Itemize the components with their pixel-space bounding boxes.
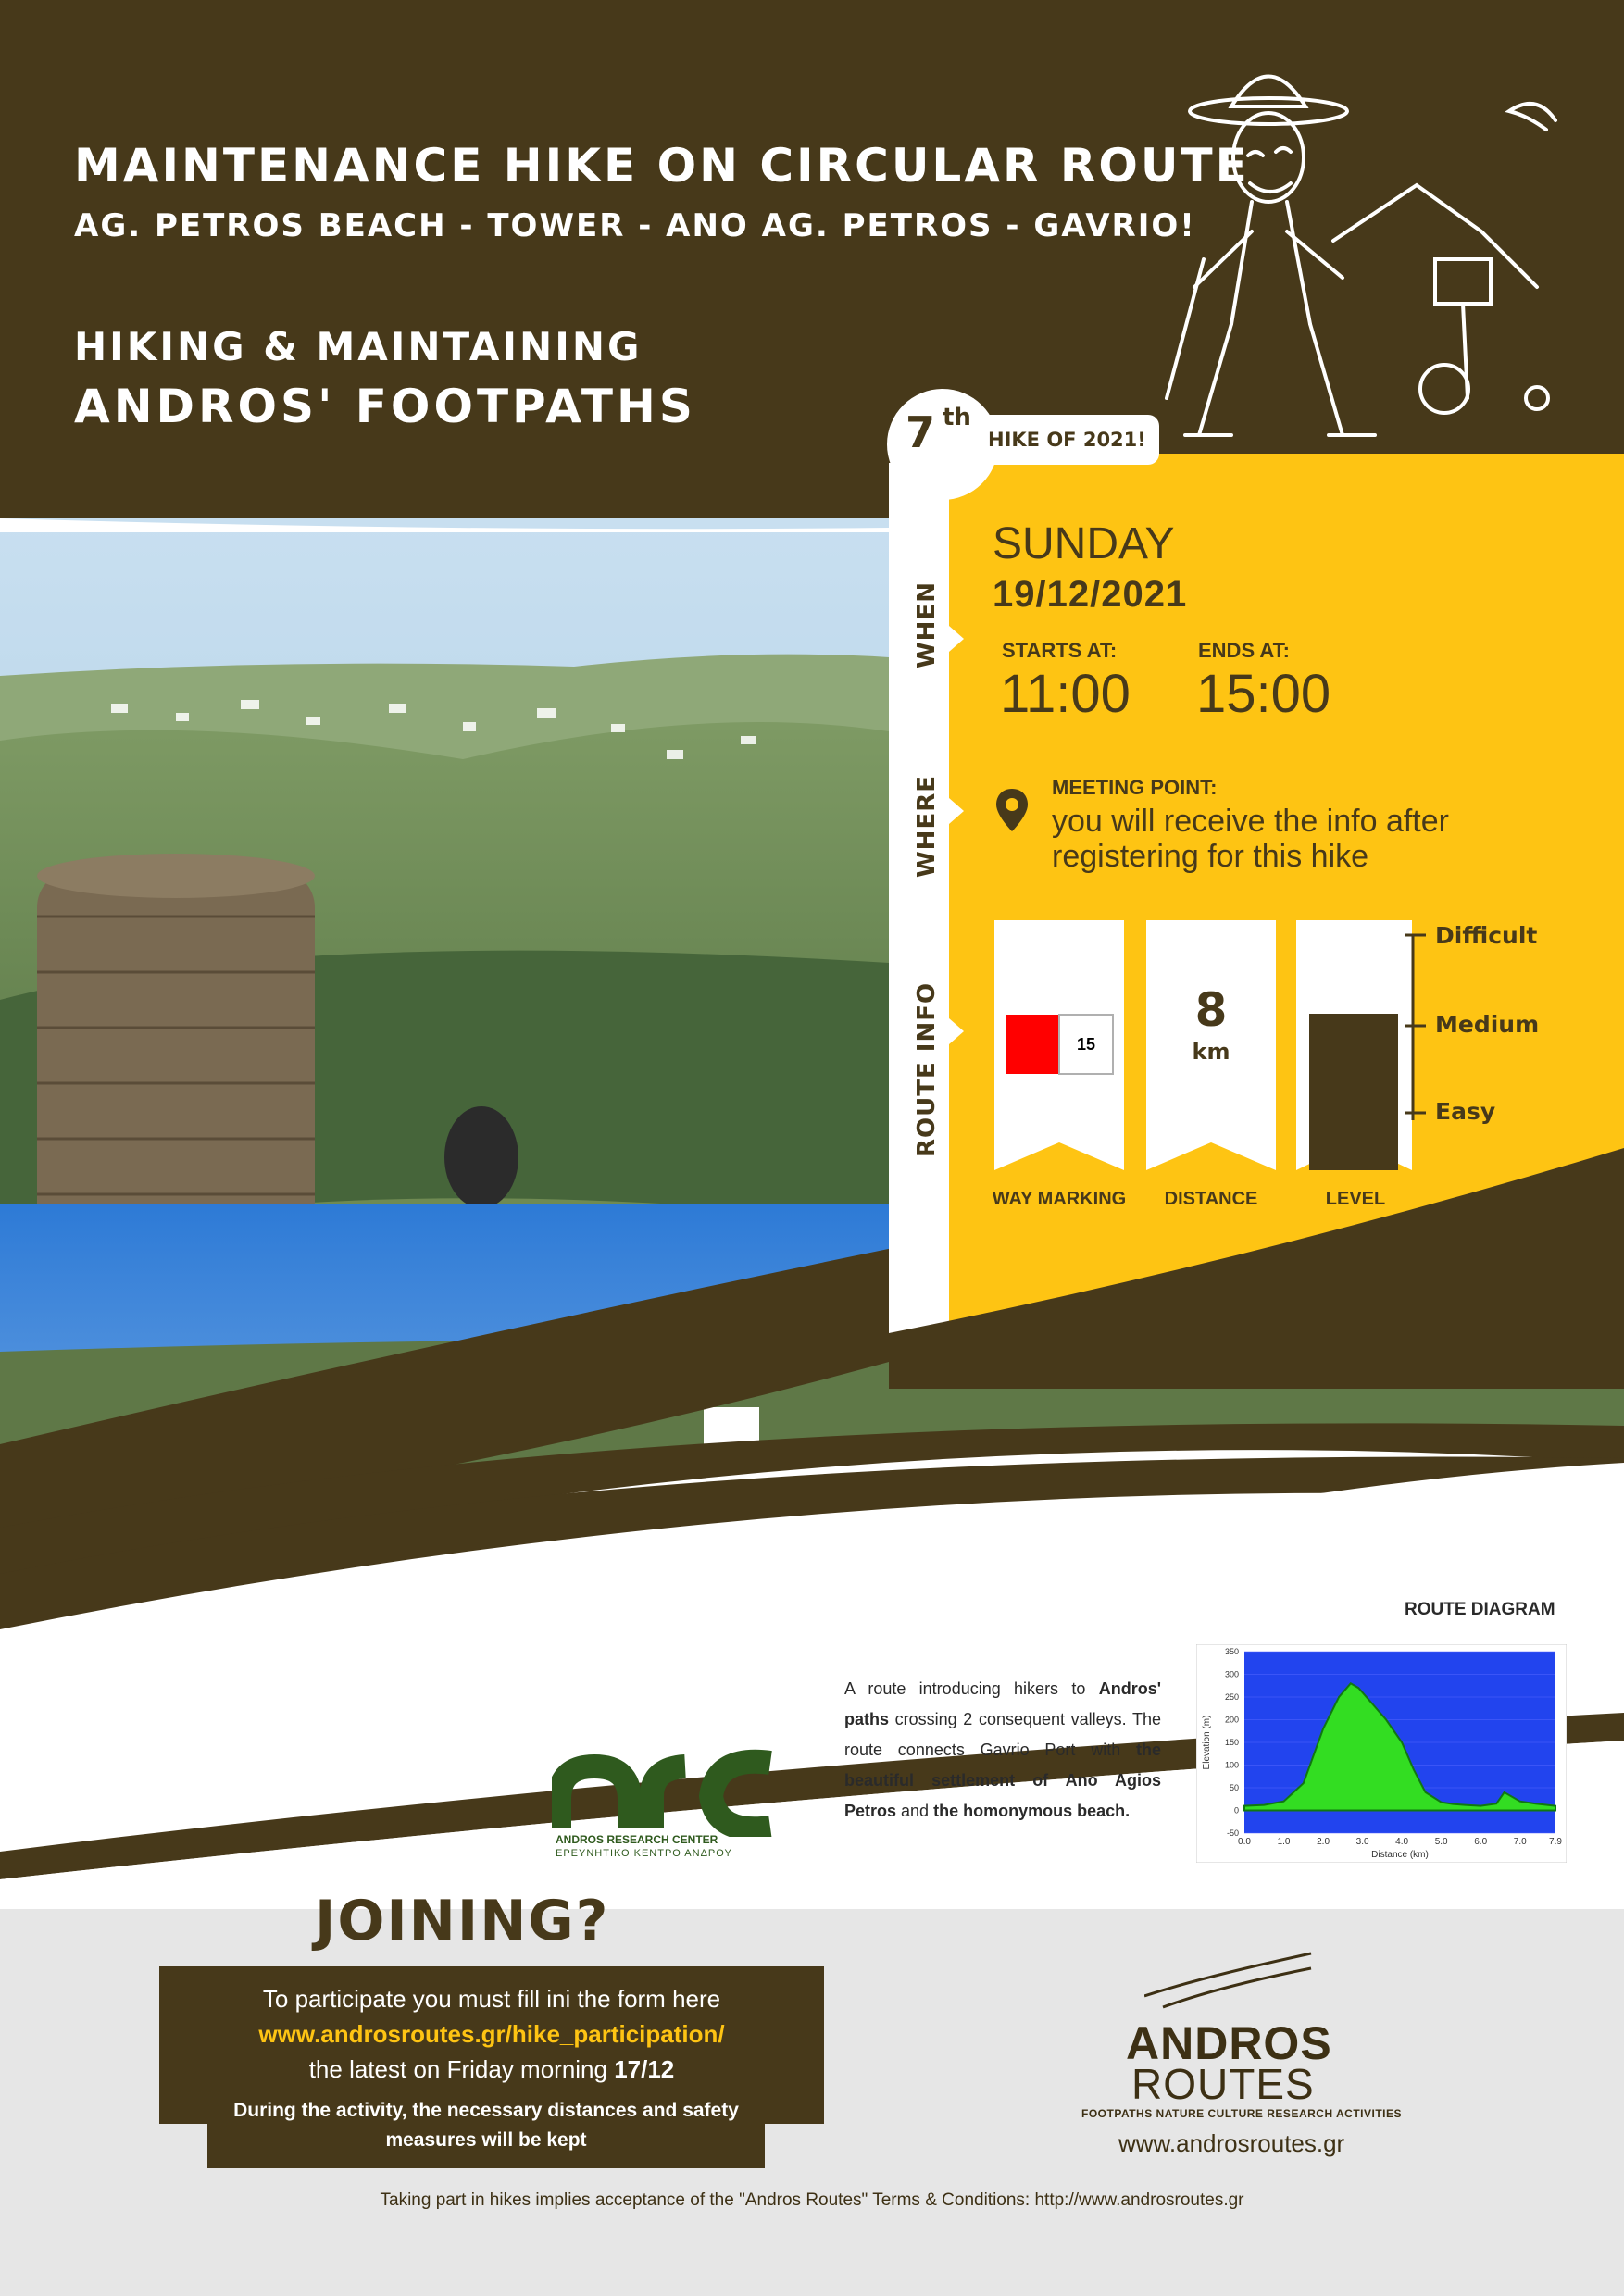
x-tick-label: 6.0 [1474,1837,1488,1847]
arc-name-greek: ΕΡΕΥΝΗΤΙΚΟ ΚΕΝΤΡΟ ΑΝΔΡΟΥ [556,1848,732,1859]
route-description: A route introducing hikers to Andros' paths crossing 2 consequent valleys. The route connects Gavrio Port with the beautiful settlement of Ano Agios Petros and the homonymous beach. [844,1679,1161,1820]
level-bar [1309,1014,1398,1170]
y-tick-label: 300 [1224,1669,1239,1679]
when-notch [949,626,964,652]
level-caption: LEVEL [1325,1189,1386,1209]
poster-subtitle: AG. PETROS BEACH - TOWER - ANO AG. PETROS - GAVRIO! [74,207,1196,244]
x-tick-label: 4.0 [1395,1837,1409,1847]
tagline-line1: HIKING & MAINTAINING [74,324,643,369]
route-info-label: ROUTE INFO [913,981,941,1157]
way-marking-caption: WAY MARKING [992,1189,1127,1209]
safety-note: During the activity, the necessary distances and safety measures will be kept [233,2100,739,2151]
x-tick-label: 7.9 [1549,1837,1562,1847]
x-tick-label: 5.0 [1434,1837,1448,1847]
where-label: WHERE [913,775,941,878]
elevation-chart [1196,1644,1567,1863]
x-tick-label: 0.0 [1238,1837,1251,1847]
tagline-line2: ANDROS' FOOTPATHS [74,380,696,433]
badge-label: HIKE OF 2021! [977,415,1159,465]
y-tick-label: 0 [1233,1805,1239,1816]
y-tick-label: 350 [1224,1647,1239,1656]
when-label: WHEN [913,581,941,668]
distance-caption: DISTANCE [1164,1189,1258,1209]
andros-routes-logo-mark [1144,1950,1320,2015]
x-tick-label: 7.0 [1513,1837,1527,1847]
andros-routes-tagline: FOOTPATHS NATURE CULTURE RESEARCH ACTIVITIES [1081,2107,1402,2120]
y-tick-label: 150 [1224,1738,1239,1747]
distance-value: 8 [1194,983,1228,1037]
y-tick-label: 200 [1224,1715,1239,1725]
andros-routes-name-bottom: ROUTES [1131,2060,1315,2108]
distance-unit: km [1192,1039,1230,1065]
ends-label: ENDS AT: [1198,639,1290,662]
y-tick-label: -50 [1226,1828,1239,1838]
y-tick-label: 250 [1224,1692,1239,1702]
arc-name: ANDROS RESEARCH CENTER [556,1833,718,1846]
meeting-point-label: MEETING POINT: [1052,776,1218,799]
meeting-point-text: you will receive the info after registering for this hike [1052,804,1449,874]
x-tick-label: 2.0 [1317,1837,1330,1847]
arc-logo [552,1744,793,1837]
y-tick-label: 100 [1224,1760,1239,1770]
where-notch [949,798,964,824]
joining-deadline: the latest on Friday morning 17/12 [308,2055,675,2083]
y-tick-label: 50 [1229,1783,1239,1792]
badge-suffix: th [943,404,971,431]
poster-title: MAINTENANCE HIKE ON CIRCULAR ROUTE [74,139,1250,193]
andros-routes-name-top: ANDROS [1126,2017,1332,2069]
level-medium: Medium [1435,1011,1540,1038]
x-axis-label: Distance (km) [1371,1850,1429,1860]
way-marking-number: 15 [1076,1035,1096,1054]
level-scale [1398,926,1435,1129]
route-diagram-title: ROUTE DIAGRAM [1405,1600,1555,1619]
terms-text: Taking part in hikes implies acceptance of the "Andros Routes" Terms & Conditions: http://www.androsroutes.gr [380,2190,1244,2210]
event-day: SUNDAY [993,519,1175,568]
location-pin-icon [994,787,1030,833]
andros-routes-website[interactable]: www.androsroutes.gr [1118,2129,1345,2157]
y-axis-label: Elevation (m) [1202,1715,1212,1770]
panel-bottom-curve [889,1148,1624,1389]
level-easy: Easy [1435,1098,1496,1125]
starts-label: STARTS AT: [1002,639,1118,662]
badge-number: 7 [906,407,936,457]
start-time: 11:00 [1000,664,1131,724]
x-tick-label: 1.0 [1277,1837,1291,1847]
route-info-notch [949,1018,964,1044]
joining-line1: To participate you must fill ini the form here [262,1985,721,2013]
event-date: 19/12/2021 [993,574,1188,615]
participation-link[interactable]: www.androsroutes.gr/hike_participation/ [258,2020,725,2048]
end-time: 15:00 [1196,664,1331,724]
x-tick-label: 3.0 [1355,1837,1369,1847]
joining-title: JOINING? [315,1889,610,1953]
level-difficult: Difficult [1435,922,1538,949]
